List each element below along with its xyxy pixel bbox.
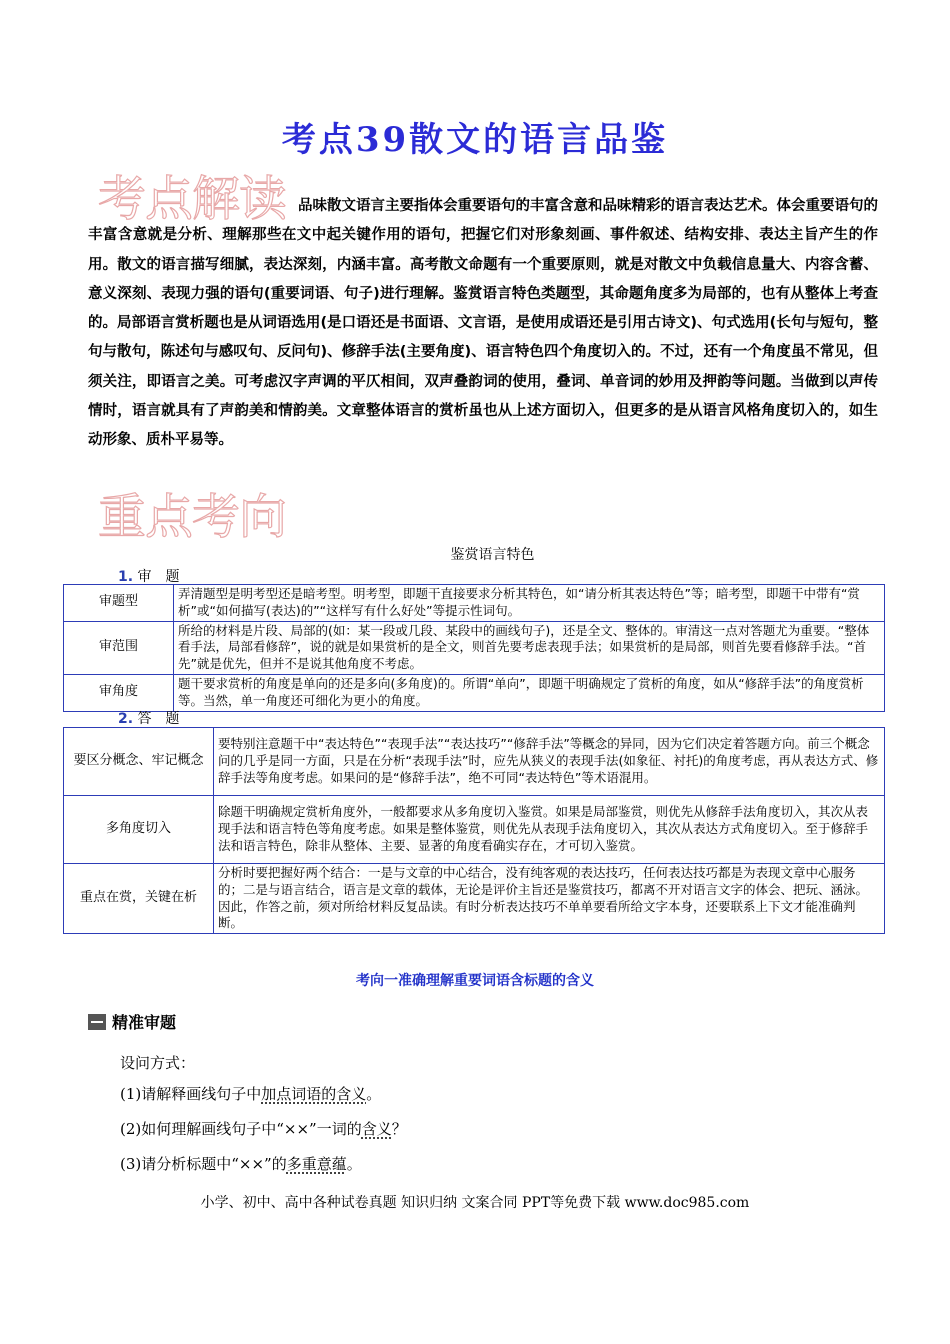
dotted-term: 多重意蕴 xyxy=(286,1155,347,1173)
footer-text: 小学、初中、高中各种试卷真题 知识归纳 文案合同 PPT等免费下载 www.doc985.com xyxy=(200,1195,750,1211)
section-title: 考向一准确理解重要词语含标题的含义 xyxy=(356,973,594,989)
label-text: 精准审题 xyxy=(112,1013,177,1032)
question-text: (1)请解释画线句子中 xyxy=(120,1085,262,1103)
table-row xyxy=(64,796,885,864)
dotted-term: 含义 xyxy=(361,1120,392,1138)
subheading-shenti xyxy=(118,566,180,586)
table-caption: 鉴赏语言特色 xyxy=(450,547,535,563)
dati-table xyxy=(63,727,885,934)
question-2 xyxy=(120,1118,407,1139)
question-text: (2)如何理解画线句子中“××”一词的 xyxy=(120,1120,362,1138)
subheading-number: 2. xyxy=(118,711,134,727)
row-key: 审范围 xyxy=(64,621,174,674)
page-title: 考点39散文的语言品鉴 xyxy=(281,120,669,160)
label-jingzhun-shenti xyxy=(88,1010,176,1033)
row-text: 分析时要把握好两个结合：一是与文章的中心结合，没有纯客观的表达技巧，任何表达技巧都是为表现文章中心服务的；二是与语言结合，语言是文章的载体，无论是评价主旨还是鉴赏技巧，都离不开对语言文字的体会、把玩、涵泳。因此，作答之前，须对所给材料反复品读。有时分析表达技巧不单单要看所给文字本身，还要联系上下文才能准确判断。 xyxy=(214,864,885,934)
row-text: 要特别注意题干中“表达特色”“表现手法”“表达技巧”“修辞手法”等概念的异同，因为它们决定着答题方向。前三个概念问的几乎是同一方面，只是在分析“表现手法”时，应先从狭义的表现手法(如象征、衬托)的角度考虑，再从表达方式、修辞手法等角度考虑。如果问的是“修辞手法”，绝不可同“表达特色”等术语混用。 xyxy=(214,728,885,796)
dotted-term: 加点词语的含义 xyxy=(261,1085,367,1103)
row-key: 审题型 xyxy=(64,585,174,622)
question-text: (3)请分析标题中“××”的 xyxy=(120,1155,287,1173)
row-text: 题干要求赏析的角度是单向的还是多向(多角度)的。所谓“单向”，即题干明确规定了赏析的角度，如从“修辞手法”的角度赏析等。当然，单一角度还可细化为更小的角度。 xyxy=(174,674,885,711)
row-key: 要区分概念、牢记概念 xyxy=(64,728,214,796)
table-row xyxy=(64,674,885,711)
row-text: 所给的材料是片段、局部的(如：某一段或几段、某段中的画线句子)，还是全文、整体的。审清这一点对答题尤为重要。“整体看手法，局部看修辞”，说的就是如果赏析的是全文，则首先要考虑表现手法；如果赏析的是局部，则首先要看修辞手法。“首先”就是优先，但并不是说其他角度不考虑。 xyxy=(174,621,885,674)
row-text: 除题干明确规定赏析角度外，一般都要求从多角度切入鉴赏。如果是局部鉴赏，则优先从修辞手法角度切入，其次从表现手法和语言特色等角度考虑。如果是整体鉴赏，则优先从表现手法角度切入，其次从表达方式角度切入。至于修辞手法和语言特色，除非从整体、主要、显著的角度看确实存在，才可切入鉴赏。 xyxy=(214,796,885,864)
intro-text: 品味散文语言主要指体会重要语句的丰富含意和品味精彩的语言表达艺术。体会重要语句的丰富含意就是分析、理解那些在文中起关键作用的语句，把握它们对形象刻画、事件叙述、结构安排、表达主旨产生的作用。散文的语言描写细腻，表达深刻，内涵丰富。高考散文命题有一个重要原则，就是对散文中负载信息量大、内容含蓄、意义深刻、表现力强的语句(重要词语、句子)进行理解。鉴赏语言特色类题型，其命题角度多为局部的，也有从整体上考查的。局部语言赏析题也是从词语选用(是口语还是书面语、文言语，是使用成语还是引用古诗文)、句式选用(长句与短句，整句与散句，陈述句与感叹句、反问句)、修辞手法(主要角度)、语言特色四个角度切入的。不过，还有一个角度虽不常见，但须关注，即语言之美。可考虑汉字声调的平仄相间，双声叠韵词的使用，叠词、单音词的妙用及押韵等问题。当做到以声传情时，语言就具有了声韵美和情韵美。文章整体语言的赏析虽也从上述方面切入，但更多的是从语言风格角度切入的，如生动形象、质朴平易等。 xyxy=(88,198,878,449)
question-end: 。 xyxy=(366,1085,382,1103)
question-intro: 设问方式： xyxy=(120,1054,196,1072)
subheading-number: 1. xyxy=(118,569,134,585)
question-1 xyxy=(120,1083,381,1104)
intro-paragraph xyxy=(88,192,878,456)
row-key: 重点在赏，关键在析 xyxy=(64,864,214,934)
subheading-label: 审 题 xyxy=(137,569,180,585)
question-end: 。 xyxy=(346,1155,362,1173)
table-row xyxy=(64,585,885,622)
row-key: 审角度 xyxy=(64,674,174,711)
watermark-zhongdian-kaoxiang: 重点考向 xyxy=(98,489,287,545)
question-end: ？ xyxy=(391,1120,407,1138)
subheading-label: 答 题 xyxy=(137,711,180,727)
watermark-kaodian-jiedu: 考点解读 xyxy=(98,171,287,227)
row-key: 多角度切入 xyxy=(64,796,214,864)
shenti-table xyxy=(63,584,885,712)
table-row xyxy=(64,864,885,934)
table-row xyxy=(64,728,885,796)
subheading-dati xyxy=(118,708,180,728)
minus-badge-icon xyxy=(88,1014,106,1030)
row-text: 弄清题型是明考型还是暗考型。明考型，即题干直接要求分析其特色，如“请分析其表达特色”等；暗考型，即题干中带有“赏析”或“如何描写(表达)的”“这样写有什么好处”等提示性词句。 xyxy=(174,585,885,622)
table-row xyxy=(64,621,885,674)
question-3 xyxy=(120,1153,362,1174)
